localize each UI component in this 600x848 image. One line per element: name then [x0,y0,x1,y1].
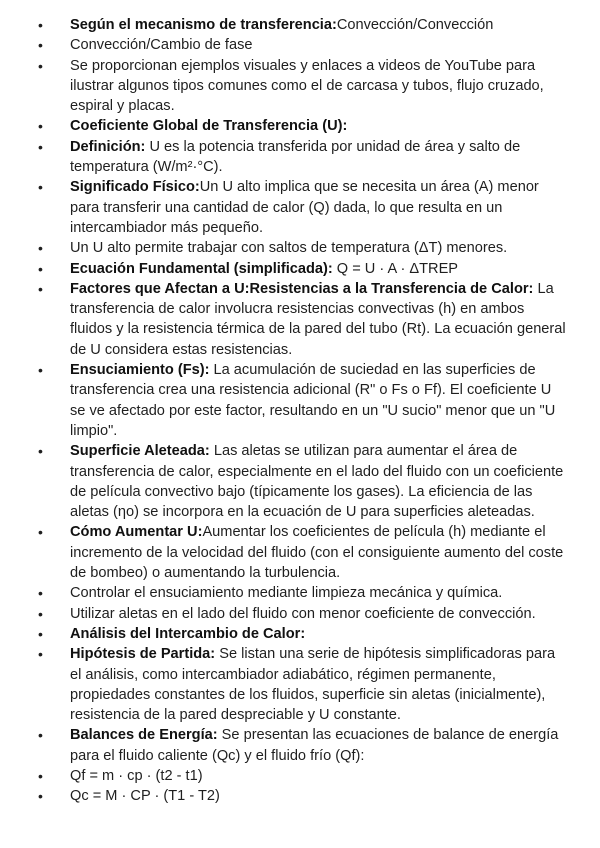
item-heading: Según el mecanismo de transferencia: [70,17,337,33]
item-text: Se proporcionan ejemplos visuales y enlaces a videos de YouTube para ilustrar algunos tipos comunes como el de carcasa y tubos, flujo cruzado, espiral y placas. [70,57,544,115]
item-text: Qf = m · cp · (t2 - t1) [70,767,203,784]
item-heading: Ecuación Fundamental (simplificada): [70,260,333,277]
bullet-icon: • [38,646,43,663]
item-text: Se listan una serie de hipótesis simplificadoras para el análisis, como intercambiador adiabático, régimen permanente, propiedades constantes de los fluidos, superficie sin aletas (inicialmente), resistencia de la pared despreciable y U constante. [70,646,556,724]
bullet-icon: • [38,585,43,602]
list-item [38,137,570,178]
item-text: Aumentar los coeficientes de película (h) mediante el incremento de la velocidad del fluido (con el consiguiente aumento del coste de bombeo) o aumentando la turbulencia. [70,524,564,582]
bullet-icon: • [38,57,43,74]
list-item [38,604,570,624]
list-item [38,259,570,279]
list-item [38,786,570,806]
list-item [38,624,570,644]
bullet-icon: • [38,524,43,541]
item-text: La transferencia de calor involucra resistencias convectivas (h) en ambos fluidos y la resistencia térmica de la pared del tubo (Rt). La ecuación general de U considera estas resistencias. [70,280,566,358]
item-text: Qc = M · CP · (T1 - T2) [70,788,220,805]
item-heading: Hipótesis de Partida: [70,646,216,663]
item-text: Un U alto permite trabajar con saltos de temperatura (ΔT) menores. [70,240,508,257]
item-text: La acumulación de suciedad en las superficies de transferencia crea una resistencia adicional (R" o Fs o Ff). El coeficiente U se ve afectado por este factor, resultando en un "U sucio" menor que un "U limpio". [70,362,556,439]
item-heading: Coeficiente Global de Transferencia (U): [70,118,348,135]
bullet-icon: • [38,240,43,257]
list-item [38,360,570,441]
item-text: Utilizar aletas en el lado del fluido con menor coeficiente de convección. [70,605,536,622]
item-heading: Ensuciamiento (Fs): [70,362,210,379]
bullet-icon: • [38,179,43,196]
bullet-icon: • [38,118,43,135]
bullet-icon: • [38,17,43,33]
bullet-icon: • [38,727,43,744]
list-item [38,35,570,55]
list-item [38,238,570,258]
bullet-icon: • [38,362,43,379]
bullet-icon: • [38,280,43,297]
bullet-icon: • [38,37,43,54]
item-text: Se presentan las ecuaciones de balance de energía para el fluido caliente (Qc) y el fluido frío (Qf): [70,727,559,764]
item-text: Controlar el ensuciamiento mediante limpieza mecánica y química. [70,585,503,602]
bullet-icon: • [38,605,43,622]
item-text: Convección/Convección [336,17,494,33]
list-item [38,725,570,766]
list-item [38,766,570,786]
list-item [38,177,570,238]
item-heading: Significado Físico: [70,179,200,196]
bullet-icon: • [38,767,43,784]
list-item [38,522,570,583]
bullet-icon: • [38,625,43,642]
bullet-icon: • [38,260,43,277]
list-item [38,583,570,603]
item-heading: Análisis del Intercambio de Calor: [70,625,306,642]
item-text: Las aletas se utilizan para aumentar el área de transferencia de calor, especialmente en el lado del fluido con un coeficiente de película convectivo bajo (típicamente los gases). La eficiencia de las aletas (ηo) se incorpora en la ecuación de U para superficies aleteadas. [70,443,564,521]
list-item [38,116,570,136]
item-text: U es la potencia transferida por unidad de área y salto de temperatura (W/m²·°C). [70,138,521,176]
list-item [38,644,570,725]
item-heading: Superficie Aleteada: [70,443,210,460]
item-heading: Balances de Energía: [70,727,218,744]
bullet-icon: • [38,138,43,155]
list-item [38,279,570,360]
item-text: Un U alto implica que se necesita un área (A) menor para transferir una cantidad de calor (Q) dada, lo que resulta en un intercambiador más pequeño. [70,179,539,236]
item-text: Convección/Cambio de fase [70,37,253,54]
item-heading: Cómo Aumentar U: [70,524,203,541]
item-text: Q = U · A · ΔTREP [332,260,459,277]
list-item [38,15,570,35]
item-heading: Factores que Afectan a U:Resistencias a la Transferencia de Calor: [70,280,534,297]
item-heading: Definición: [70,138,146,155]
list-item [38,56,570,117]
bullet-icon: • [38,788,43,805]
list-item [38,441,570,522]
bullet-icon: • [38,443,43,460]
